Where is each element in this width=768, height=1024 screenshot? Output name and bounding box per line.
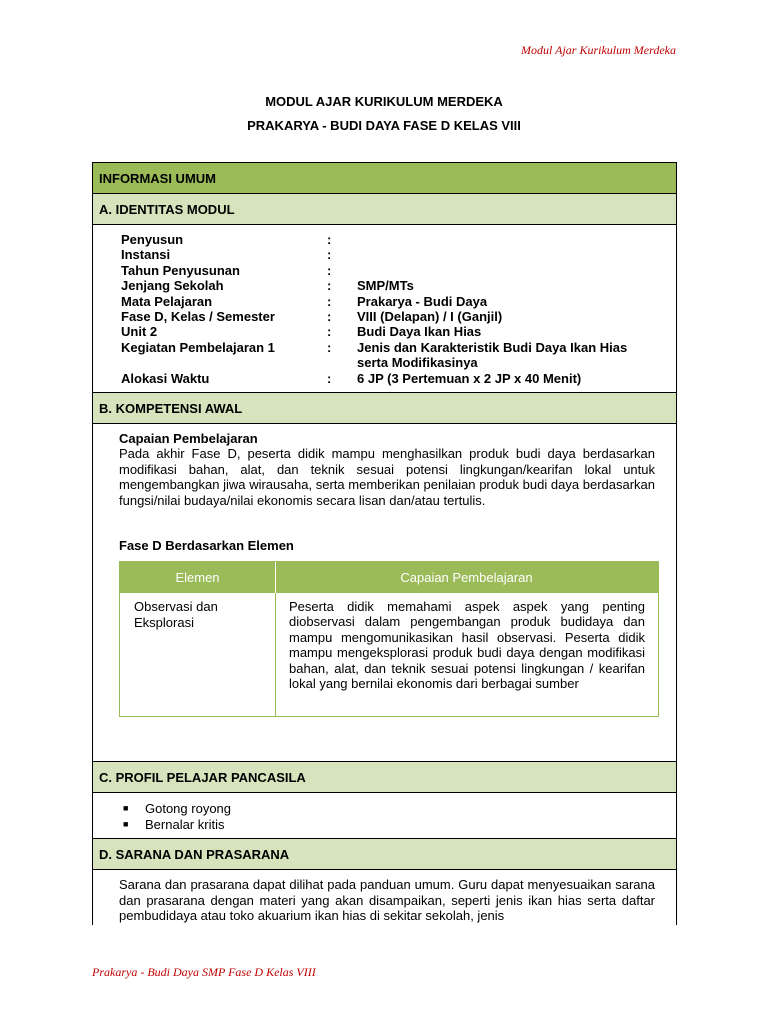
- header-divider: [275, 562, 276, 593]
- identitas-value: VIII (Delapan) / I (Ganjil): [357, 309, 503, 325]
- list-item-text: Gotong royong: [145, 801, 232, 816]
- identitas-colon: :: [327, 324, 332, 340]
- sarana-text: Sarana dan prasarana dapat dilihat pada panduan umum. Guru dapat menyesuaikan sarana dan prasarana dengan materi yang akan disampaikan, seperti jenis ikan hias serta daftar pembudidaya atau toko akuarium ikan hias di sekitar sekolah, jenis: [119, 877, 655, 923]
- informasi-umum-band: [93, 163, 676, 194]
- identitas-label: Mata Pelajaran: [121, 293, 213, 309]
- module-table: [92, 162, 677, 925]
- section-b-heading: B. KOMPETENSI AWAL: [99, 400, 243, 416]
- section-b-band: [93, 392, 676, 424]
- identitas-row: [121, 263, 661, 278]
- bullet-icon: ■: [123, 818, 129, 829]
- document-title: MODUL AJAR KURIKULUM MERDEKA: [265, 94, 503, 109]
- identitas-colon: :: [327, 339, 332, 355]
- identitas-row: [121, 324, 661, 339]
- elemen-cell: Observasi dan Eksplorasi: [134, 599, 218, 630]
- identitas-list: [121, 232, 661, 386]
- list-item-text: Bernalar kritis: [145, 816, 225, 832]
- identitas-colon: :: [327, 247, 332, 263]
- elemen-table: [119, 561, 659, 717]
- identitas-value: [357, 247, 661, 262]
- fase-d-title: Fase D Berdasarkan Elemen: [119, 538, 294, 553]
- identitas-colon: :: [327, 309, 332, 325]
- informasi-umum-label: INFORMASI UMUM: [99, 170, 216, 186]
- bullet-icon: ■: [123, 803, 129, 813]
- identitas-value: [357, 263, 661, 278]
- capaian-pembelajaran-text: Pada akhir Fase D, peserta didik mampu menghasilkan produk budi daya berdasarkan modifikasi bahan, alat, dan teknik sesuai potensi lingkungan/kearifan lokal untuk mengembangkan jiwa wirausaha, serta memberikan penilaian produk budi daya berdasarkan fungsi/nilai budaya/nilai ekonomis secara lisan dan/atau tertulis.: [119, 446, 655, 508]
- profil-list: [123, 801, 231, 832]
- column-divider: [275, 593, 276, 716]
- capaian-cell: Peserta didik memahami aspek aspek yang penting diobservasi dalam pengembangan produk budidaya dan mampu mengomunikasikan hasil observasi. Peserta didik mampu mengeksplorasi produk budi daya dengan modifikasi bahan, alat, dan teknik sesuai potensi lingkungan / kearifan lokal yang bernilai ekonomis dari berbagai sumber: [289, 599, 645, 692]
- section-a-heading: A. IDENTITAS MODUL: [99, 201, 235, 217]
- identitas-row: [121, 247, 661, 262]
- identitas-colon: :: [327, 370, 332, 386]
- list-item: [123, 801, 231, 817]
- identitas-value: Prakarya - Budi Daya: [357, 293, 488, 309]
- identitas-colon: :: [327, 293, 332, 309]
- identitas-label: Unit 2: [121, 324, 158, 340]
- document-subtitle: PRAKARYA - BUDI DAYA FASE D KELAS VIII: [247, 118, 521, 133]
- footer-note: Prakarya - Budi Daya SMP Fase D Kelas VIII: [92, 965, 316, 979]
- identitas-value: [357, 232, 661, 247]
- section-c-heading: C. PROFIL PELAJAR PANCASILA: [99, 769, 306, 785]
- identitas-label: Fase D, Kelas / Semester: [121, 309, 275, 325]
- identitas-colon: :: [327, 278, 332, 294]
- identitas-value: 6 JP (3 Pertemuan x 2 JP x 40 Menit): [357, 370, 582, 386]
- elemen-table-header: [120, 562, 658, 593]
- section-a-band: [93, 194, 676, 225]
- capaian-column-header: Capaian Pembelajaran: [400, 570, 533, 585]
- identitas-row: [121, 309, 661, 324]
- identitas-colon: :: [327, 232, 332, 247]
- list-item: [123, 817, 231, 833]
- identitas-value: Budi Daya Ikan Hias: [357, 324, 482, 340]
- section-d-band: [93, 838, 676, 870]
- identitas-row: [121, 340, 661, 371]
- identitas-label: Tahun Penyusunan: [121, 262, 240, 278]
- identitas-row: [121, 278, 661, 293]
- header-note: Modul Ajar Kurikulum Merdeka: [521, 43, 676, 57]
- identitas-value: Jenis dan Karakteristik Budi Daya Ikan Hias serta Modifikasinya: [357, 339, 628, 371]
- identitas-row: [121, 294, 661, 309]
- capaian-pembelajaran-title: Capaian Pembelajaran: [119, 431, 258, 446]
- identitas-row: [121, 371, 661, 386]
- identitas-row: [121, 232, 661, 247]
- identitas-value: SMP/MTs: [357, 278, 414, 294]
- identitas-label: Penyusun: [121, 232, 184, 247]
- identitas-colon: :: [327, 262, 332, 278]
- section-c-band: [93, 761, 676, 793]
- identitas-label: Jenjang Sekolah: [121, 278, 224, 294]
- elemen-column-header: Elemen: [175, 570, 220, 585]
- identitas-label: Alokasi Waktu: [121, 370, 210, 386]
- identitas-label: Instansi: [121, 247, 171, 263]
- identitas-label: Kegiatan Pembelajaran 1: [121, 339, 275, 355]
- section-d-heading: D. SARANA DAN PRASARANA: [99, 846, 290, 862]
